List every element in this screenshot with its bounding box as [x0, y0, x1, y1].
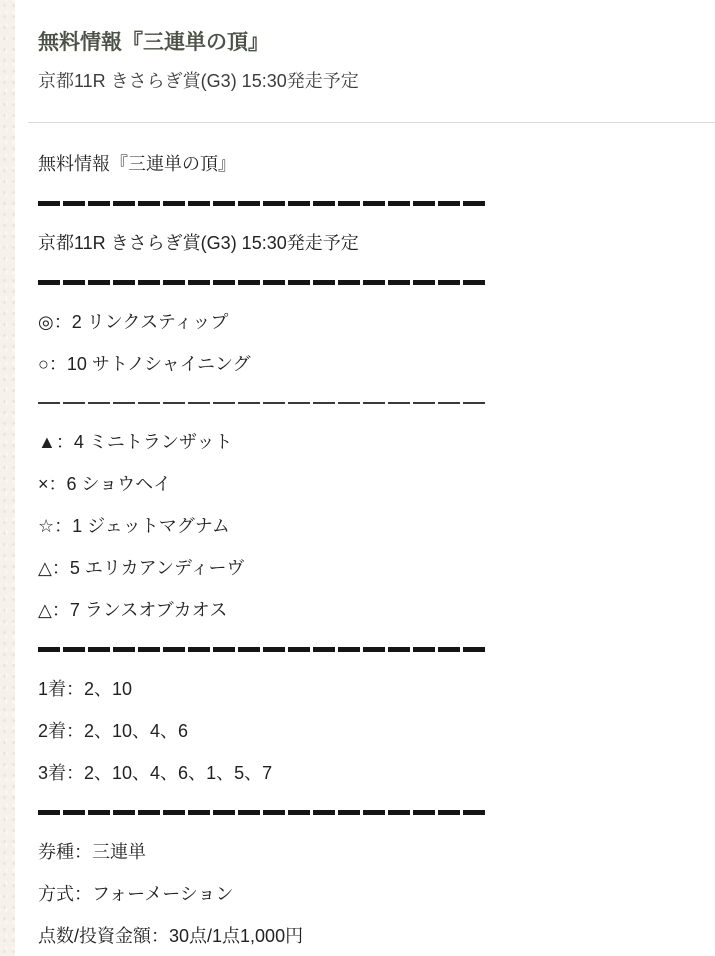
separator-heavy — [38, 201, 488, 206]
formation-first: 1着：2、10 — [38, 679, 133, 699]
bet-type: 券種：三連単 — [38, 842, 146, 862]
pick-line-hoshi: ☆：1 ジェットマグナム — [38, 516, 230, 536]
separator-heavy — [38, 647, 488, 652]
pick-line-sankaku-1: △：5 エリカアンディーヴ — [38, 558, 245, 578]
page-header — [28, 0, 715, 123]
intro-title: 無料情報『三連単の頂』 — [38, 154, 236, 174]
pick-line-batsu: ×：6 ショウヘイ — [38, 474, 172, 494]
race-info: 京都11R きさらぎ賞(G3) 15:30発走予定 — [38, 233, 359, 253]
pick-line-taikou: ○：10 サトノシャイニング — [38, 354, 251, 374]
separator-heavy — [38, 280, 488, 285]
formation-third: 3着：2、10、4、6、1、5、7 — [38, 763, 273, 783]
race-subtitle: 京都11R きさらぎ賞(G3) 15:30発走予定 — [38, 71, 359, 91]
pick-line-honmei: ◎：2 リンクスティップ — [38, 312, 229, 332]
page-margin-texture — [0, 0, 15, 956]
page-title: 無料情報『三連単の頂』 — [38, 31, 269, 54]
separator-thin — [38, 402, 488, 404]
bet-method: 方式：フォーメーション — [38, 884, 234, 904]
pick-line-sankaku-2: △：7 ランスオブカオス — [38, 600, 228, 620]
formation-second: 2着：2、10、4、6 — [38, 721, 189, 741]
bet-amount: 点数/投資金額：30点/1点1,000円 — [38, 926, 304, 946]
separator-heavy — [38, 810, 488, 815]
tip-body — [0, 123, 715, 956]
pick-line-tanana: ▲：4 ミニトランザット — [38, 432, 233, 452]
